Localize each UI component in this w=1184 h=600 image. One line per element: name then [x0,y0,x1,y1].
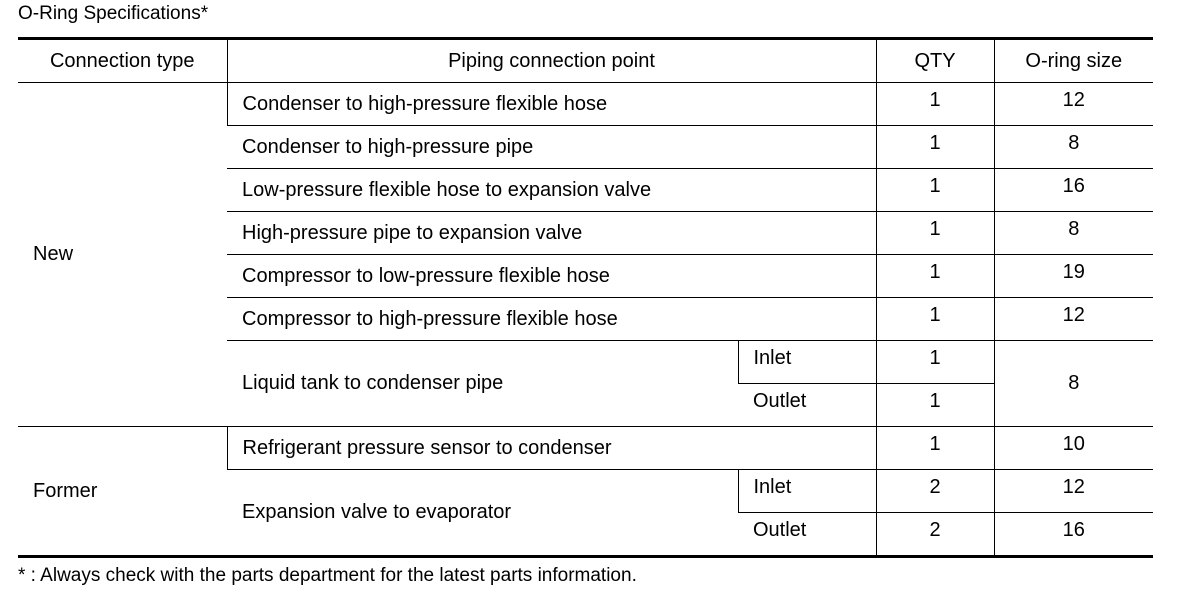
header-connection-type: Connection type [18,39,227,83]
piping-point-cell: Condenser to high-pressure pipe [227,126,876,169]
piping-point-cell: Expansion valve to evaporator [227,470,738,557]
qty-cell: 1 [876,212,994,255]
inlet-label: Inlet [738,341,876,384]
qty-cell: 1 [876,255,994,298]
outlet-label: Outlet [738,513,876,557]
header-qty: QTY [876,39,994,83]
header-piping-point: Piping connection point [227,39,876,83]
size-cell: 12 [994,470,1153,513]
qty-cell: 1 [876,341,994,384]
piping-point-cell: Low-pressure flexible hose to expansion valve [227,169,876,212]
table-row [18,427,1153,470]
qty-cell: 1 [876,384,994,427]
footnote: * : Always check with the parts department for the latest parts information. [18,565,637,586]
qty-cell: 1 [876,126,994,169]
qty-cell: 2 [876,513,994,557]
piping-point-cell: Refrigerant pressure sensor to condenser [227,427,876,470]
size-cell: 16 [994,169,1153,212]
piping-point-cell: Condenser to high-pressure flexible hose [227,83,876,126]
piping-point-cell: Liquid tank to condenser pipe [227,341,738,427]
inlet-label: Inlet [738,470,876,513]
outlet-label: Outlet [738,384,876,427]
size-cell: 8 [994,212,1153,255]
size-cell: 16 [994,513,1153,557]
size-cell: 19 [994,255,1153,298]
group-former: Former [18,427,227,557]
size-cell: 12 [994,83,1153,126]
oring-spec-table [18,37,1153,558]
size-cell: 12 [994,298,1153,341]
table-row [18,83,1153,126]
qty-cell: 1 [876,169,994,212]
qty-cell: 1 [876,298,994,341]
group-new: New [18,83,227,427]
size-cell: 8 [994,341,1153,427]
qty-cell: 1 [876,427,994,470]
qty-cell: 1 [876,83,994,126]
header-oring-size: O-ring size [994,39,1153,83]
piping-point-cell: High-pressure pipe to expansion valve [227,212,876,255]
table-title: O-Ring Specifications* [18,3,209,24]
qty-cell: 2 [876,470,994,513]
size-cell: 8 [994,126,1153,169]
size-cell: 10 [994,427,1153,470]
piping-point-cell: Compressor to high-pressure flexible hose [227,298,876,341]
piping-point-cell: Compressor to low-pressure flexible hose [227,255,876,298]
header-row [18,39,1153,83]
